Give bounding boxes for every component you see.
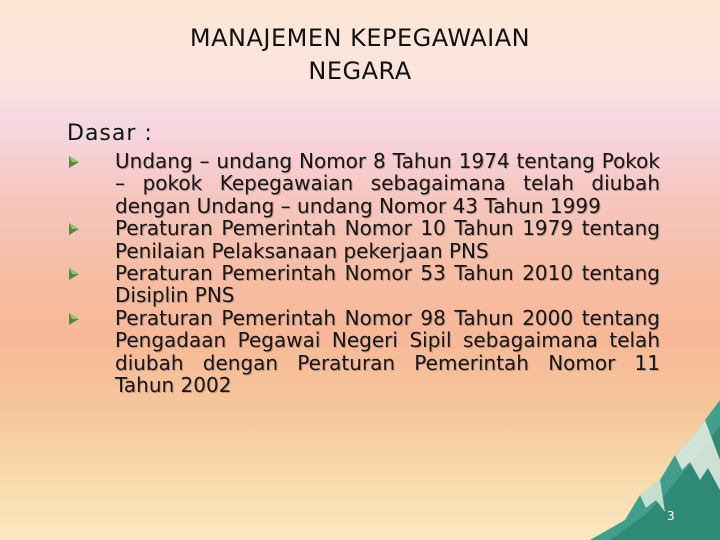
list-item <box>68 217 660 262</box>
page-number: 3 <box>667 509 675 523</box>
list-item-text: Peraturan Pemerintah Nomor 53 Tahun 2010 tentang Disiplin PNS <box>115 261 660 308</box>
arrow-bullet-icon <box>68 156 80 168</box>
slide-title <box>0 22 720 88</box>
arrow-bullet-icon <box>68 223 80 235</box>
list-item <box>68 150 660 217</box>
arrow-bullet-icon <box>68 313 80 325</box>
list-item-text: Peraturan Pemerintah Nomor 10 Tahun 1979 tentang Penilaian Pelaksanaan pekerjaan PNS <box>115 216 660 263</box>
list-item-text: Peraturan Pemerintah Nomor 98 Tahun 2000 tentang Pengadaan Pegawai Negeri Sipil sebagaimana telah diubah dengan Peraturan Pemerintah Nomor 11 Tahun 2002 <box>115 305 660 398</box>
list-item <box>68 307 660 397</box>
list-item <box>68 262 660 307</box>
arrow-bullet-icon <box>68 268 80 280</box>
mountain-decoration-icon <box>590 400 720 540</box>
slide-title-line-2: NEGARA <box>308 57 412 85</box>
list-item-text: Undang – undang Nomor 8 Tahun 1974 tentang Pokok – pokok Kepegawaian sebagaimana telah diubah dengan Undang – undang Nomor 43 Tahun 1999 <box>115 149 660 218</box>
slide-title-line-1: MANAJEMEN KEPEGAWAIAN <box>189 24 531 52</box>
legal-basis-list <box>68 150 660 396</box>
section-heading: Dasar : <box>67 121 153 146</box>
